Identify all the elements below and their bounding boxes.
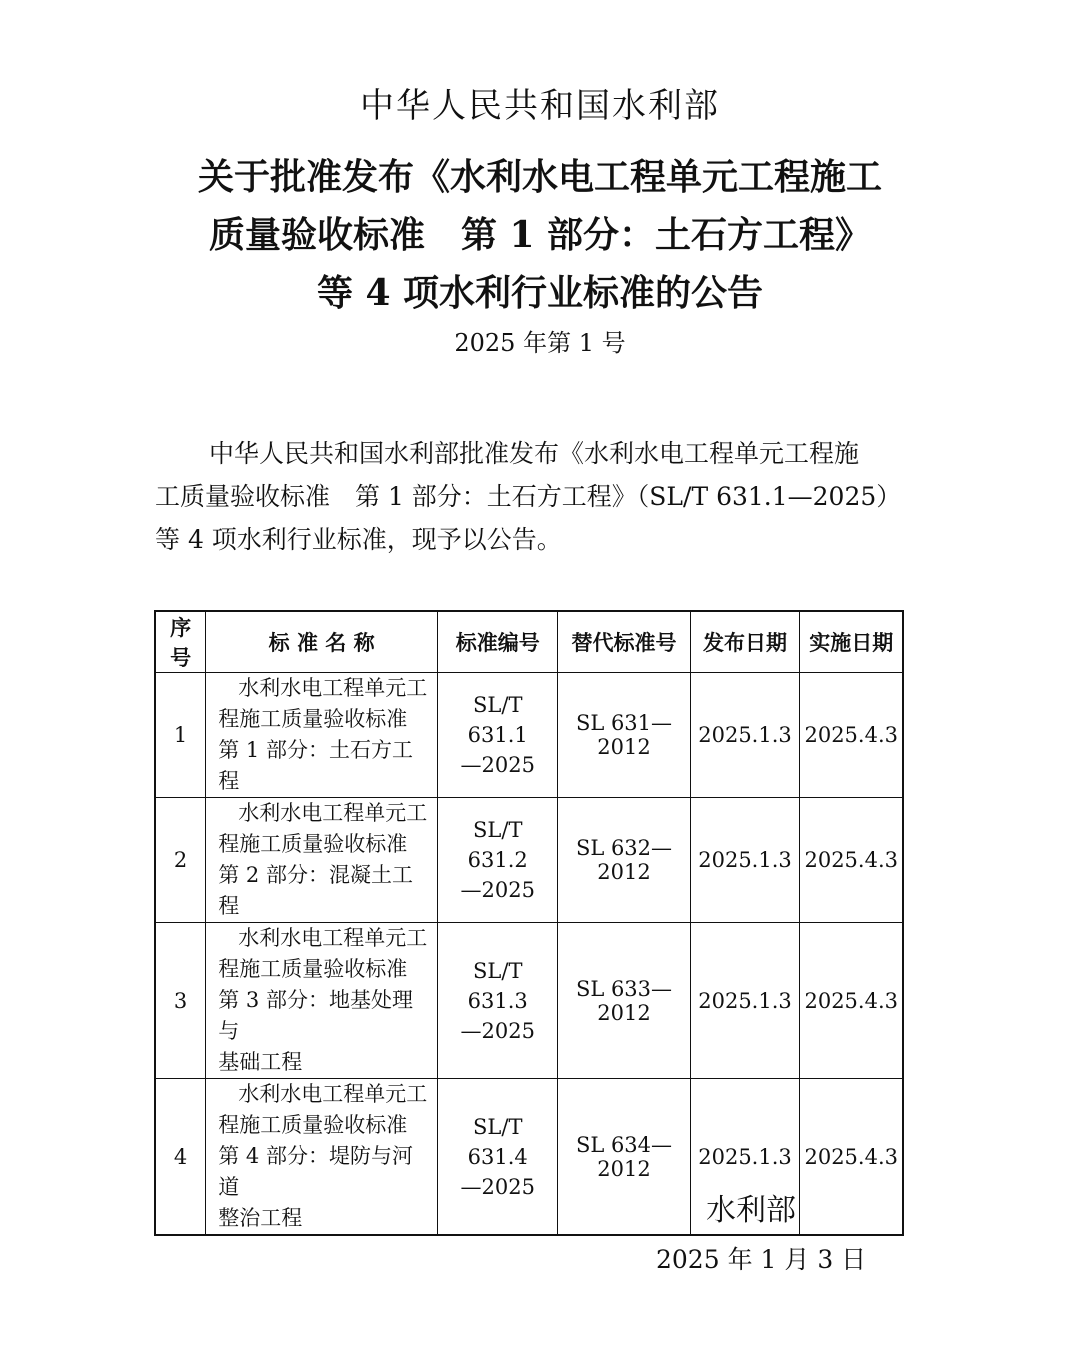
name-line: 整治工程: [218, 1206, 303, 1230]
code-line: SL/T 631.4: [467, 1114, 528, 1169]
cell-standard-name: [206, 923, 438, 1079]
name-line: 第 4 部分：堤防与河道: [218, 1144, 413, 1199]
header-publish-date: 发布日期: [690, 611, 800, 673]
name-line: 程施工质量验收标准: [218, 707, 408, 731]
code-line: SL/T 631.1: [467, 693, 528, 747]
cell-serial: 1: [155, 673, 206, 798]
name-line: 水利水电工程单元工: [238, 926, 428, 950]
header-effective-date: 实施日期: [800, 611, 903, 673]
standards-table: [154, 610, 904, 1236]
cell-publish-date: 2025.1.3: [690, 673, 800, 798]
issuer-heading: 中华人民共和国水利部: [360, 86, 720, 126]
title-line: 质量验收标准 第 1 部分：土石方工程》: [208, 214, 872, 256]
signer-name: 水利部: [706, 1193, 796, 1228]
title-line: 等 4 项水利行业标准的公告: [316, 272, 764, 314]
cell-publish-date: 2025.1.3: [690, 798, 800, 923]
cell-serial: 4: [155, 1079, 206, 1236]
body-line: 等 4 项水利行业标准，现予以公告。: [155, 525, 562, 554]
code-line: SL/T 631.3: [467, 958, 528, 1013]
code-line: —2025: [460, 753, 535, 777]
title-line: 关于批准发布《水利水电工程单元工程施工: [197, 156, 882, 198]
cell-replaced-code: SL 632—2012: [558, 798, 690, 923]
name-line: 基础工程: [218, 1050, 303, 1074]
cell-replaced-code: SL 631—2012: [558, 673, 690, 798]
cell-standard-code: [438, 923, 558, 1079]
name-line: 程施工质量验收标准: [218, 1113, 408, 1137]
cell-effective-date: 2025.4.3: [800, 923, 903, 1079]
body-line: 工质量验收标准 第 1 部分：土石方工程》（SL/T 631.1—2025）: [155, 482, 902, 511]
code-line: —2025: [460, 878, 535, 902]
cell-standard-code: [438, 673, 558, 798]
code-line: —2025: [460, 1018, 535, 1043]
announcement-title: [0, 148, 1080, 322]
name-line: 第 2 部分：混凝土工程: [218, 863, 413, 918]
cell-standard-name: [206, 673, 438, 798]
cell-effective-date: 2025.4.3: [800, 1079, 903, 1236]
cell-serial: 3: [155, 923, 206, 1079]
name-line: 水利水电工程单元工: [238, 1082, 428, 1106]
name-line: 水利水电工程单元工: [238, 801, 428, 825]
cell-standard-code: [438, 798, 558, 923]
cell-publish-date: 2025.1.3: [690, 923, 800, 1079]
table-row: [155, 673, 903, 798]
cell-replaced-code: SL 634—2012: [558, 1079, 690, 1236]
code-line: —2025: [460, 1174, 535, 1199]
document-number: 2025 年第 1 号: [454, 329, 626, 357]
body-line: 中华人民共和国水利部批准发布《水利水电工程单元工程施: [209, 439, 860, 468]
name-line: 程施工质量验收标准: [218, 957, 408, 981]
cell-effective-date: 2025.4.3: [800, 673, 903, 798]
cell-standard-name: [206, 798, 438, 923]
header-standard-code: 标准编号: [438, 611, 558, 673]
table-row: [155, 923, 903, 1079]
header-replaced-code: 替代标准号: [558, 611, 690, 673]
header-standard-name: 标 准 名 称: [206, 611, 438, 673]
signing-date: 2025 年 1 月 3 日: [656, 1245, 867, 1274]
cell-replaced-code: SL 633—2012: [558, 923, 690, 1079]
cell-serial: 2: [155, 798, 206, 923]
name-line: 水利水电工程单元工: [238, 676, 428, 700]
table-row: [155, 798, 903, 923]
code-line: SL/T 631.2: [467, 818, 528, 872]
name-line: 第 1 部分：土石方工程: [218, 738, 413, 793]
announcement-body: [155, 432, 905, 561]
cell-standard-code: [438, 1079, 558, 1236]
name-line: 程施工质量验收标准: [218, 832, 408, 856]
cell-publish-date: 2025.1.3: [690, 1079, 800, 1236]
cell-effective-date: 2025.4.3: [800, 798, 903, 923]
table-header-row: [155, 611, 903, 673]
cell-standard-name: [206, 1079, 438, 1236]
header-serial: 序号: [155, 611, 206, 673]
name-line: 第 3 部分：地基处理与: [218, 988, 413, 1043]
